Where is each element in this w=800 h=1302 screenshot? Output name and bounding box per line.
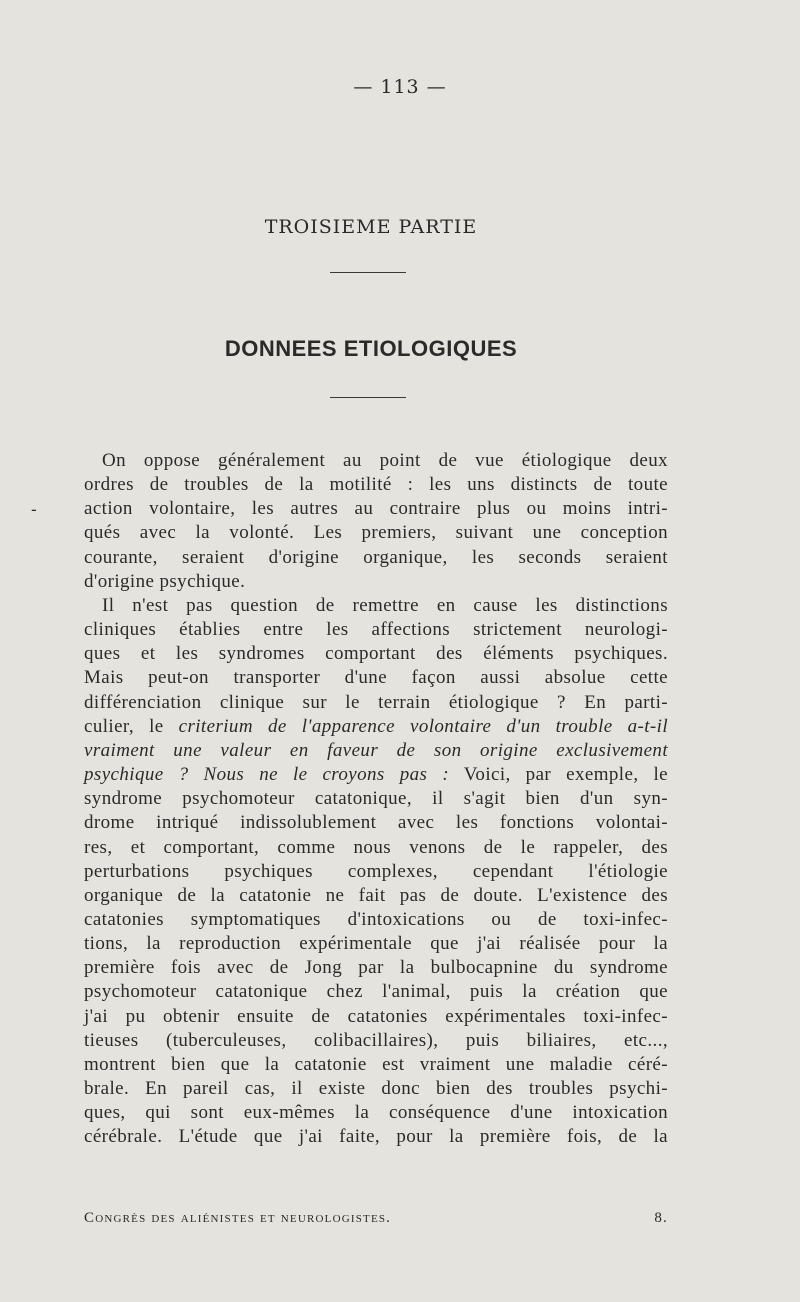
- paragraph-1-line: d'origine psychique.: [84, 570, 246, 592]
- paragraph-2-line: Il n'est pas question de remettre en cause les distinctions: [102, 594, 668, 616]
- page-number: — 113 —: [353, 76, 447, 98]
- section-title: DONNEES ETIOLOGIQUES: [224, 336, 518, 361]
- italic-phrase: criterium de l'apparence volontaire d'un trouble a-t-il: [178, 715, 668, 737]
- paragraph-2-line: organique de la catatonie ne fait pas de doute. L'existence des: [84, 884, 668, 906]
- italic-phrase: psychique ? Nous ne le croyons pas :: [84, 764, 450, 786]
- paragraph-2-line: brale. En pareil cas, il existe donc bien des troubles psychi-: [84, 1078, 668, 1100]
- paragraph-2-line: [84, 739, 668, 763]
- part-title: TROISIEME PARTIE: [264, 216, 478, 238]
- paragraph-1-line: On oppose généralement au point de vue étiologique deux: [102, 450, 668, 471]
- paragraph-2-line: tieuses (tuberculeuses, colibacillaires), puis biliaires, etc...,: [84, 1029, 668, 1051]
- paragraph-1-line: action volontaire, les autres au contraire plus ou moins intri-: [84, 498, 668, 520]
- italic-phrase: vraiment une valeur en faveur de son origine exclusivement: [84, 739, 668, 761]
- paragraph-2-line: res, et comportant, comme nous venons de le rappeler, des: [84, 836, 668, 858]
- footer-signature: Congrès des aliénistes et neurologistes.: [84, 1210, 392, 1226]
- line-text: Voici, par exemple, le: [449, 764, 668, 786]
- margin-mark: -: [31, 500, 37, 520]
- paragraph-1-line: qués avec la volonté. Les premiers, suivant une conception: [84, 522, 668, 544]
- paragraph-2-line: première fois avec de Jong par la bulbocapnine du syndrome: [84, 957, 668, 979]
- paragraph-2-line: psychomoteur catatonique chez l'animal, puis la création que: [84, 981, 668, 1003]
- paragraph-2-line: drome intriqué indissolublement avec les fonctions volontai-: [84, 812, 668, 834]
- title-divider-top: [330, 272, 406, 273]
- page-footer: [84, 1210, 668, 1227]
- paragraph-2-line: j'ai pu obtenir ensuite de catatonies expérimentales toxi-infec-: [84, 1005, 668, 1027]
- body-text: [84, 449, 668, 1150]
- paragraph-2-line: [84, 715, 668, 739]
- paragraph-2-line: perturbations psychiques complexes, cependant l'étiologie: [84, 860, 668, 882]
- paragraph-2-line: [84, 763, 668, 787]
- paragraph-2-line: ques et les syndromes comportant des éléments psychiques.: [84, 643, 668, 665]
- title-divider-bottom: [330, 397, 406, 398]
- paragraph-2-line: cliniques établies entre les affections strictement neurologi-: [84, 619, 668, 641]
- paragraph-1-line: courante, seraient d'origine organique, les seconds seraient: [84, 546, 668, 568]
- paragraph-2-line: différenciation clinique sur le terrain étiologique ? En parti-: [84, 691, 668, 713]
- paragraph-2-line: cérébrale. L'étude que j'ai faite, pour la première fois, de la: [84, 1126, 668, 1148]
- paragraph-1-line: ordres de troubles de la motilité : les uns distincts de toute: [84, 474, 668, 496]
- paragraph-2-line: Mais peut-on transporter d'une façon aussi absolue cette: [84, 667, 668, 689]
- line-text: culier, le: [84, 715, 179, 737]
- paragraph-2-line: montrent bien que la catatonie est vraiment une maladie céré-: [84, 1053, 668, 1075]
- signature-mark: 8.: [654, 1210, 668, 1226]
- paragraph-2-line: tions, la reproduction expérimentale que j'ai réalisée pour la: [84, 933, 668, 955]
- paragraph-2-line: syndrome psychomoteur catatonique, il s'agit bien d'un syn-: [84, 788, 668, 810]
- paragraph-2-line: ques, qui sont eux-mêmes la conséquence d'une intoxication: [84, 1102, 668, 1124]
- paragraph-2-line: catatonies symptomatiques d'intoxications ou de toxi-infec-: [84, 908, 668, 930]
